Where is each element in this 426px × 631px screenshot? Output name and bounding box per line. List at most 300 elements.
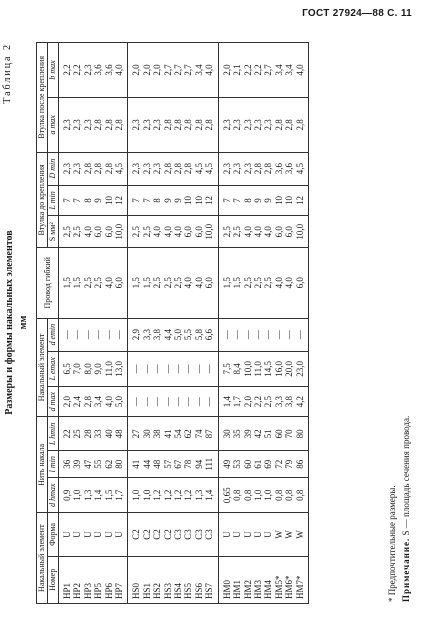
table-cell: C2 [128, 513, 142, 556]
table-cell: — [204, 351, 218, 386]
table-cell: HP3 [83, 556, 93, 603]
table-cell: 2,5 [163, 248, 173, 319]
table-cell: 2,0 [243, 386, 253, 416]
table-cell: 8,0 [83, 351, 93, 386]
table-cell: 4,2 [295, 386, 309, 416]
table-row [72, 43, 82, 604]
table-cell: 48 [114, 417, 128, 451]
table-cell: 2,3 [128, 152, 142, 185]
table-cell: HS7 [204, 556, 218, 603]
table-cell: 2,3 [59, 152, 73, 185]
note-text: S — площадь сечения провода. [401, 415, 411, 536]
table-row [183, 43, 193, 604]
table-cell: 2,8 [204, 97, 218, 152]
table-cell: 0,9 [59, 478, 73, 513]
table-cell: 4,0 [104, 386, 114, 416]
table-cell: 8,4 [232, 351, 242, 386]
table-cell: — [173, 386, 183, 416]
header-filament: Нить накала [37, 417, 48, 513]
table-cell: 86 [295, 451, 309, 478]
table-cell: 9,0 [93, 351, 103, 386]
table-cell: — [295, 318, 309, 351]
table-row [128, 43, 142, 604]
table-label: Таблица 2 [2, 43, 13, 104]
table-cell: HM3 [253, 556, 263, 603]
table-cell: 4,5 [194, 152, 204, 185]
table-cell: 2,0 [142, 43, 152, 98]
note-label: Примечание. [401, 537, 411, 602]
table-cell: 42 [253, 417, 263, 451]
table-cell: — [163, 351, 173, 386]
table-cell: HP6 [104, 556, 114, 603]
table-cell: 10 [274, 185, 284, 216]
table-cell: 3,4 [274, 43, 284, 98]
table-cell: 1,3 [83, 478, 93, 513]
table-cell: 94 [194, 451, 204, 478]
table-row [83, 43, 93, 604]
table-row [93, 43, 103, 604]
table-cell: 13,0 [114, 351, 128, 386]
table-cell: 2,8 [194, 97, 204, 152]
table-cell: C3 [194, 513, 204, 556]
table-cell: — [152, 386, 162, 416]
table-cell: 48 [152, 451, 162, 478]
table-row [59, 43, 73, 604]
table-cell: 2,8 [104, 152, 114, 185]
table-row [104, 43, 114, 604]
table-cell: 27 [128, 417, 142, 451]
table-cell: 2,3 [218, 152, 232, 185]
table-cell: 51 [263, 417, 273, 451]
table-cell: 6,0 [114, 248, 128, 319]
table-cell: 2,5 [59, 216, 73, 248]
table-cell: 7 [59, 185, 73, 216]
table-cell: 41 [163, 417, 173, 451]
table-cell: 2,8 [93, 97, 103, 152]
table-cell: 2,7 [173, 43, 183, 98]
table-cell: 1,2 [173, 478, 183, 513]
table-cell: 4,0 [274, 248, 284, 319]
table-cell: 6,0 [274, 216, 284, 248]
table-cell: 3,3 [274, 386, 284, 416]
table-cell: 4,0 [152, 216, 162, 248]
table-cell: 4,5 [114, 152, 128, 185]
table-cell: C2 [163, 513, 173, 556]
table-cell: 2,5 [253, 248, 263, 319]
table-cell: 41 [128, 451, 142, 478]
table-cell: 1,2 [163, 478, 173, 513]
table-cell: — [72, 318, 82, 351]
table-cell: 6,0 [194, 216, 204, 248]
table-cell: 36 [59, 451, 73, 478]
table-cell: 0,8 [284, 478, 294, 513]
note [399, 42, 413, 602]
table-cell: 2,3 [142, 97, 152, 152]
table-cell: 2,3 [218, 97, 232, 152]
table-cell: U [253, 513, 263, 556]
table-cell: 1,0 [253, 478, 263, 513]
rotated-table-content [0, 35, 420, 610]
table-cell: 2,3 [152, 97, 162, 152]
table-cell: 1,5 [72, 248, 82, 319]
table-cell: 12 [295, 185, 309, 216]
table-cell: 7 [142, 185, 152, 216]
table-cell: 9 [93, 185, 103, 216]
table-cell: 2,3 [59, 97, 73, 152]
table-cell: 4,0 [173, 216, 183, 248]
table-cell: 4,0 [284, 248, 294, 319]
header-d-max: d max [48, 386, 59, 416]
table-cell: 2,5 [263, 386, 273, 416]
table-cell: 1,5 [128, 248, 142, 319]
table-cell: 10 [104, 185, 114, 216]
table-cell: 2,8 [183, 152, 193, 185]
table-cell: 10,0 [295, 216, 309, 248]
table-cell: HS3 [163, 556, 173, 603]
header-heating: Накальный элемент [37, 318, 48, 417]
table-cell: 6,0 [93, 216, 103, 248]
table-cell: 1,0 [142, 478, 152, 513]
table-cell: — [218, 318, 232, 351]
table-cell: 10,0 [114, 216, 128, 248]
table-cell: 0,8 [274, 478, 284, 513]
table-cell: U [218, 513, 232, 556]
table-cell: HP7 [114, 556, 128, 603]
table-row [253, 43, 263, 604]
table-cell: 12 [204, 185, 218, 216]
table-cell: 10 [284, 185, 294, 216]
table-cell: 1,5 [218, 248, 232, 319]
table-cell: 2,8 [114, 97, 128, 152]
table-cell: 2,8 [93, 152, 103, 185]
table-cell: C3 [173, 513, 183, 556]
table-cell: 1,7 [232, 386, 242, 416]
table-cell: 7 [218, 185, 232, 216]
table-cell: 111 [204, 451, 218, 478]
table-cell: HP5 [93, 556, 103, 603]
table-cell: 72 [274, 451, 284, 478]
table-cell: 2,3 [253, 97, 263, 152]
table-cell: 2,3 [232, 152, 242, 185]
table-title: Размеры и формы накальных элементов [4, 230, 15, 415]
table-row [194, 43, 204, 604]
table-cell: 5,5 [183, 318, 193, 351]
table-cell: C2 [142, 513, 152, 556]
table-cell: 4,0 [183, 248, 193, 319]
table-cell: 6,5 [59, 351, 73, 386]
table-cell: 3,4 [284, 43, 294, 98]
table-cell: HM2 [243, 556, 253, 603]
table-cell: 1,7 [114, 478, 128, 513]
table-cell: U [263, 513, 273, 556]
table-cell: W [274, 513, 284, 556]
table-cell: 57 [163, 451, 173, 478]
table-cell: 1,3 [194, 478, 204, 513]
table-cell: 11,0 [253, 351, 263, 386]
table-cell: 6,0 [204, 248, 218, 319]
notes [385, 42, 413, 602]
table-row [173, 43, 183, 604]
table-cell: 53 [232, 451, 242, 478]
table-cell: — [114, 318, 128, 351]
table-cell: — [173, 351, 183, 386]
table-cell: 2,2 [253, 386, 263, 416]
table-cell: 4,5 [204, 152, 218, 185]
table-cell: U [93, 513, 103, 556]
table-cell: 47 [83, 451, 93, 478]
table-cell: 4,0 [253, 216, 263, 248]
table-cell: 2,3 [128, 97, 142, 152]
table-cell: 35 [232, 417, 242, 451]
table-cell: 8 [243, 185, 253, 216]
table-cell: — [243, 318, 253, 351]
table-cell: 2,2 [72, 43, 82, 98]
table-cell: 39 [72, 451, 82, 478]
table-row [152, 43, 162, 604]
table-row [263, 43, 273, 604]
table-cell: 2,5 [173, 248, 183, 319]
table-cell: 2,3 [83, 43, 93, 98]
table-cell: 0,65 [218, 478, 232, 513]
table-cell: 30 [142, 417, 152, 451]
table-cell: 4,0 [295, 43, 309, 98]
table-cell: 3,6 [274, 152, 284, 185]
table-cell: 10 [183, 185, 193, 216]
table-cell: 2,5 [232, 216, 242, 248]
table-cell: 2,8 [274, 97, 284, 152]
table-cell: — [194, 386, 204, 416]
table-cell: — [232, 318, 242, 351]
header-sleeve-to: Втулка до крепления [37, 152, 48, 247]
table-cell: 2,1 [232, 43, 242, 98]
table-cell: 62 [104, 451, 114, 478]
table-cell: 0,8 [243, 478, 253, 513]
table-cell: 7 [72, 185, 82, 216]
table-cell: 4,5 [295, 152, 309, 185]
table-cell: 10,0 [204, 216, 218, 248]
table-cell: 9 [173, 185, 183, 216]
table-cell: 0,8 [295, 478, 309, 513]
table-cell: 23,0 [295, 351, 309, 386]
footnote: * Предпочтительные размеры. [387, 485, 397, 602]
table-cell: 4,0 [163, 216, 173, 248]
table-cell: 2,5 [263, 248, 273, 319]
table-cell: 2,8 [253, 152, 263, 185]
table-cell: 2,5 [243, 248, 253, 319]
table-cell: 2,8 [83, 152, 93, 185]
table-cell: — [59, 318, 73, 351]
table-cell: 2,3 [72, 97, 82, 152]
table-cell: C2 [152, 513, 162, 556]
table-cell: 7 [128, 185, 142, 216]
table-cell: 28 [83, 417, 93, 451]
table-cell: 3,4 [93, 386, 103, 416]
table-cell: U [104, 513, 114, 556]
table-cell: 2,8 [183, 97, 193, 152]
table-cell: HM4 [263, 556, 273, 603]
table-cell: 60 [243, 451, 253, 478]
table-cell: HS5 [183, 556, 193, 603]
table-cell: 2,8 [163, 152, 173, 185]
table-cell: 8 [83, 185, 93, 216]
table-cell: 54 [173, 417, 183, 451]
table-row [114, 43, 128, 604]
table-cell: 1,2 [183, 478, 193, 513]
table-cell: 4,0 [204, 43, 218, 98]
table-cell: — [163, 386, 173, 416]
table-row [142, 43, 152, 604]
table-cell: 1,5 [59, 248, 73, 319]
table-cell: — [152, 351, 162, 386]
table-cell: 2,2 [59, 43, 73, 98]
table-cell: 1,4 [218, 386, 232, 416]
table-cell: 1,5 [104, 478, 114, 513]
table-cell: 2,7 [183, 43, 193, 98]
table-cell: 30 [218, 417, 232, 451]
table-cell: 2,8 [263, 152, 273, 185]
table-cell: 2,3 [263, 97, 273, 152]
table-cell: — [104, 318, 114, 351]
table-cell: — [142, 386, 152, 416]
header-b-max: b max [48, 43, 59, 98]
table-cell: HM0 [218, 556, 232, 603]
table-cell: 2,4 [72, 386, 82, 416]
table-cell: 2,2 [243, 43, 253, 98]
table-cell: 2,8 [163, 97, 173, 152]
table-cell: 62 [183, 417, 193, 451]
table-cell: 3,8 [152, 318, 162, 351]
table-cell: 9 [263, 185, 273, 216]
header-a-max: a max [48, 97, 59, 152]
table-cell: HS2 [152, 556, 162, 603]
table-cell: 10 [194, 185, 204, 216]
table-cell: 1,4 [93, 478, 103, 513]
table-cell: 6,6 [204, 318, 218, 351]
table-cell: 2,3 [243, 97, 253, 152]
table-row [284, 43, 294, 604]
header-s-sleeve: S мм² [48, 216, 59, 248]
table-cell: — [128, 386, 142, 416]
table-cell: 25 [72, 417, 82, 451]
table-cell: 2,3 [83, 97, 93, 152]
table-cell: 14,5 [263, 351, 273, 386]
table-row [218, 43, 232, 604]
table-cell: 33 [93, 417, 103, 451]
table-cell: 1,2 [152, 478, 162, 513]
table-cell: 74 [194, 417, 204, 451]
table-cell: 78 [183, 451, 193, 478]
table-cell: 4,0 [243, 216, 253, 248]
table-cell: 22 [59, 417, 73, 451]
table-cell: — [274, 318, 284, 351]
table-cell: 12 [114, 185, 128, 216]
table-cell: 9 [253, 185, 263, 216]
table-cell: 16,0 [274, 351, 284, 386]
table-cell: HP1 [59, 556, 73, 603]
header-sleeve-after: Втулка после крепления [37, 43, 48, 153]
table-cell: 7 [232, 185, 242, 216]
table-cell: 3,6 [284, 152, 294, 185]
table-row [274, 43, 284, 604]
table-cell: HM7* [295, 556, 309, 603]
header-number: Номер [48, 556, 59, 603]
table-cell: 2,5 [152, 248, 162, 319]
table-cell: 2,0 [59, 386, 73, 416]
header-L-hmin: L hmin [48, 417, 59, 451]
table-cell: 2,2 [253, 43, 263, 98]
table-cell: U [232, 513, 242, 556]
table-cell: 3,8 [284, 386, 294, 416]
table-cell: 2,7 [263, 43, 273, 98]
table-cell: — [83, 318, 93, 351]
table-cell: HS0 [128, 556, 142, 603]
table-cell: 1,5 [232, 248, 242, 319]
table-cell: U [243, 513, 253, 556]
table-cell: — [194, 351, 204, 386]
table-cell: U [72, 513, 82, 556]
table-cell: 1,4 [204, 478, 218, 513]
header-element: Накальный элемент [37, 513, 48, 604]
table-cell: 0,8 [232, 478, 242, 513]
table-cell: 55 [93, 451, 103, 478]
table-cell: 2,9 [128, 318, 142, 351]
table-cell: 2,5 [72, 216, 82, 248]
table-cell: 5,8 [194, 318, 204, 351]
table-cell: 2,5 [128, 216, 142, 248]
header-l-min: l min [48, 451, 59, 478]
table-cell: HS4 [173, 556, 183, 603]
table-cell: 4,4 [163, 318, 173, 351]
table-cell: 2,3 [152, 152, 162, 185]
table-cell: 2,0 [152, 43, 162, 98]
table-cell: C3 [183, 513, 193, 556]
table-cell: 2,5 [93, 248, 103, 319]
table-cell: 67 [173, 451, 183, 478]
table-cell: — [183, 351, 193, 386]
table-cell: — [93, 318, 103, 351]
table-cell: 40 [104, 417, 114, 451]
table-cell: 4,0 [263, 216, 273, 248]
table-cell: 7,0 [72, 351, 82, 386]
table-cell: 44 [142, 451, 152, 478]
table-body [59, 43, 309, 604]
dimensions-table [36, 42, 309, 604]
table-cell: 2,3 [232, 97, 242, 152]
table-cell: 2,0 [218, 43, 232, 98]
table-cell: 49 [218, 451, 232, 478]
table-cell: 80 [114, 451, 128, 478]
table-cell: 4,0 [194, 248, 204, 319]
table-row [243, 43, 253, 604]
table-cell: 3,6 [93, 43, 103, 98]
header-L-emax: L emax [48, 351, 59, 386]
table-cell: — [284, 318, 294, 351]
table-cell: 1,0 [263, 478, 273, 513]
table-cell: 79 [284, 451, 294, 478]
table-cell: 80 [295, 417, 309, 451]
table-cell: HM5* [274, 556, 284, 603]
table-cell: 70 [284, 417, 294, 451]
table-cell: 6,0 [284, 216, 294, 248]
table-cell: 7,5 [218, 351, 232, 386]
table-cell: C3 [204, 513, 218, 556]
table-cell: 61 [253, 451, 263, 478]
table-cell: 3,4 [194, 43, 204, 98]
header-form: Форма [48, 513, 59, 556]
table-cell: 2,5 [83, 248, 93, 319]
table-cell: 2,8 [173, 152, 183, 185]
table-row [204, 43, 218, 604]
